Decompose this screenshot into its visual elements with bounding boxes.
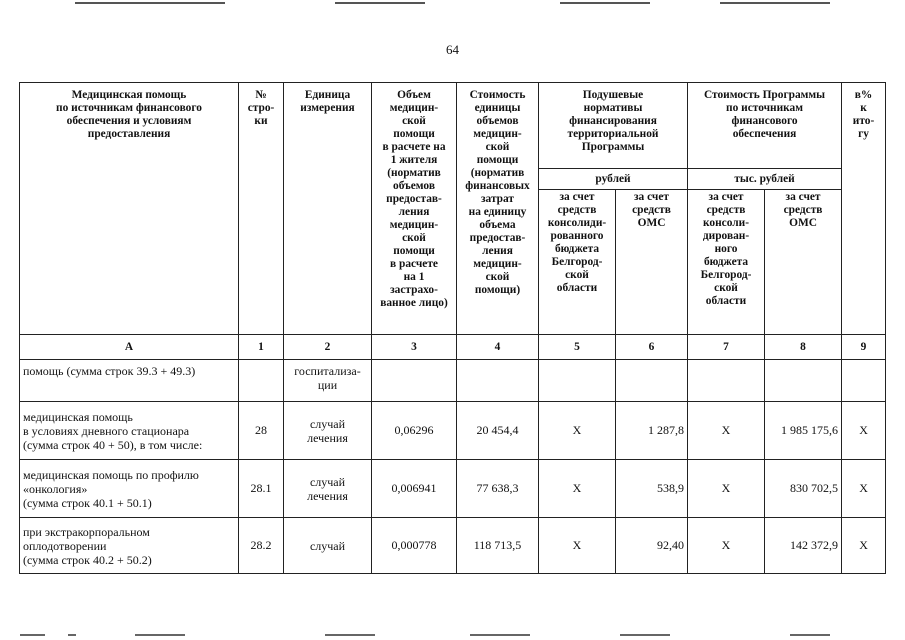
header-regional-budget-cost: за счет средств консоли- дирован- ного бюджета Белгород- ской области: [688, 190, 765, 335]
column-number: 4: [457, 335, 539, 360]
scan-artifact: [20, 634, 45, 636]
row-oms-per-capita: 538,9: [616, 460, 688, 518]
row-oms-cost: 830 702,5: [765, 460, 842, 518]
scan-artifact: [620, 634, 670, 636]
column-number: 7: [688, 335, 765, 360]
header-unit-cost: Стоимость единицы объемов медицин- ской помощи (норматив финансовых затрат на единицу объема предостав- ления медицин- ской помощи): [457, 83, 539, 335]
scan-artifact: [335, 2, 425, 4]
header-per-capita-group: Подушевые нормативы финансирования территориальной Программы: [539, 83, 688, 169]
header-percent-of-total: в% к ито- гу: [842, 83, 886, 335]
column-number: 9: [842, 335, 886, 360]
row-volume: 0,06296: [372, 402, 457, 460]
header-unit-rubles: рублей: [539, 169, 688, 190]
header-unit: Единица измерения: [284, 83, 372, 335]
row-volume: 0,006941: [372, 460, 457, 518]
column-number: 1: [239, 335, 284, 360]
scan-artifact: [790, 634, 830, 636]
row-oms-per-capita: 1 287,8: [616, 402, 688, 460]
row-oms-per-capita: [616, 360, 688, 402]
header-oms-per-capita: за счет средств ОМС: [616, 190, 688, 335]
row-oms-per-capita: 92,40: [616, 518, 688, 574]
header-oms-cost: за счет средств ОМС: [765, 190, 842, 335]
column-number: 2: [284, 335, 372, 360]
scan-artifact: [720, 2, 830, 4]
row-percent: X: [842, 402, 886, 460]
row-description: помощь (сумма строк 39.3 + 49.3): [20, 360, 239, 402]
row-percent: [842, 360, 886, 402]
column-number: 6: [616, 335, 688, 360]
row-percent: X: [842, 460, 886, 518]
row-budget-cost: X: [688, 402, 765, 460]
row-description: при экстракорпоральном оплодотворении (сумма строк 40.2 + 50.2): [20, 518, 239, 574]
row-volume: 0,000778: [372, 518, 457, 574]
table-row: [20, 402, 886, 460]
row-unit: случай лечения: [284, 402, 372, 460]
row-unit-cost: 77 638,3: [457, 460, 539, 518]
row-oms-cost: [765, 360, 842, 402]
row-oms-cost: 1 985 175,6: [765, 402, 842, 460]
row-unit: случай лечения: [284, 460, 372, 518]
row-description: медицинская помощь в условиях дневного стационара (сумма строк 40 + 50), в том числе:: [20, 402, 239, 460]
row-unit: случай: [284, 518, 372, 574]
scan-artifact: [75, 2, 225, 4]
header-program-cost-group: Стоимость Программы по источникам финансового обеспечения: [688, 83, 842, 169]
row-line-number: 28.2: [239, 518, 284, 574]
row-line-number: 28: [239, 402, 284, 460]
scan-artifact: [135, 634, 185, 636]
header-care-type: Медицинская помощь по источникам финансового обеспечения и условиям предоставления: [20, 83, 239, 335]
row-budget-cost: X: [688, 460, 765, 518]
row-unit-cost: 20 454,4: [457, 402, 539, 460]
row-percent: X: [842, 518, 886, 574]
column-number: А: [20, 335, 239, 360]
row-budget-cost: X: [688, 518, 765, 574]
row-line-number: 28.1: [239, 460, 284, 518]
column-number: 5: [539, 335, 616, 360]
row-budget-cost: [688, 360, 765, 402]
scan-artifact: [470, 634, 530, 636]
row-unit-cost: [457, 360, 539, 402]
header-regional-budget-per-capita: за счет средств консолиди- рованного бюджета Белгород- ской области: [539, 190, 616, 335]
row-unit: госпитализа- ции: [284, 360, 372, 402]
row-line-number: [239, 360, 284, 402]
table-row: [20, 518, 886, 574]
header-volume: Объем медицин- ской помощи в расчете на 1 жителя (норматив объемов предостав- ления медицин- ской помощи в расчете на 1 застрахо- ванное лицо): [372, 83, 457, 335]
header-line-number: № стро- ки: [239, 83, 284, 335]
table-row: [20, 460, 886, 518]
financing-table: [19, 82, 886, 574]
scan-artifact: [68, 634, 76, 636]
scan-artifact: [560, 2, 650, 4]
row-volume: [372, 360, 457, 402]
row-budget-per-capita: X: [539, 518, 616, 574]
row-budget-per-capita: X: [539, 460, 616, 518]
row-budget-per-capita: [539, 360, 616, 402]
column-number: 3: [372, 335, 457, 360]
row-description: медицинская помощь по профилю «онкология» (сумма строк 40.1 + 50.1): [20, 460, 239, 518]
row-oms-cost: 142 372,9: [765, 518, 842, 574]
row-unit-cost: 118 713,5: [457, 518, 539, 574]
table-row: [20, 360, 886, 402]
page-number: 64: [446, 42, 459, 57]
row-budget-per-capita: X: [539, 402, 616, 460]
header-unit-thousand-rubles: тыс. рублей: [688, 169, 842, 190]
column-number: 8: [765, 335, 842, 360]
scan-artifact: [325, 634, 375, 636]
